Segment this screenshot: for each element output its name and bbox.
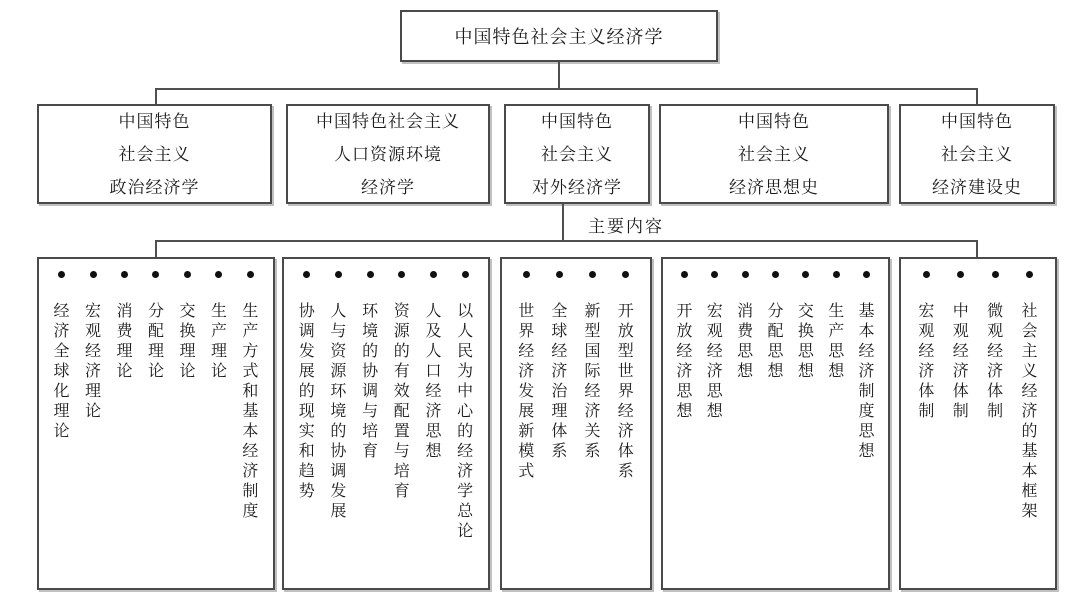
bullet-icon [772, 271, 779, 278]
bullet-icon [462, 271, 469, 278]
content-item: 生产思想 [827, 269, 845, 382]
bullet-icon [923, 271, 930, 278]
bullet-icon [589, 271, 596, 278]
content-item: 交换思想 [797, 269, 815, 382]
bullet-icon [556, 271, 563, 278]
branch-line: 对外经济学 [532, 177, 622, 197]
branch-line: 社会主义 [738, 144, 810, 164]
bullet-icon [622, 271, 629, 278]
bullet-icon [398, 271, 405, 278]
bullet-icon [152, 271, 159, 278]
content-item: 分配理论 [147, 269, 165, 382]
branch-line: 中国特色 [941, 111, 1013, 131]
root-box [400, 10, 718, 62]
branch-line: 中国特色 [118, 111, 191, 131]
content-item: 新型国际经济关系 [584, 269, 602, 462]
content-item: 生产理论 [210, 269, 228, 382]
branch-line: 经济思想史 [729, 177, 819, 197]
branch-line: 中国特色 [738, 111, 810, 131]
content-item: 宏观经济思想 [706, 269, 724, 422]
content-item: 开放型世界经济体系 [617, 269, 635, 482]
content-item: 微观经济体制 [986, 269, 1004, 422]
branch-line: 社会主义 [541, 144, 613, 164]
content-item: 基本经济制度思想 [858, 269, 876, 462]
branch-box-population-resources-environment [286, 104, 490, 204]
branch-line: 人口资源环境 [334, 144, 442, 164]
content-item: 消费理论 [116, 269, 134, 382]
bullet-icon [802, 271, 809, 278]
connector-line [976, 240, 978, 258]
bullet-icon [992, 271, 999, 278]
content-item: 人与资源环境的协调发展 [329, 269, 347, 522]
connector-line [155, 88, 978, 90]
branch-box-economic-construction-history [899, 104, 1055, 204]
bullet-icon [303, 271, 310, 278]
content-box-foreign-economics [500, 257, 652, 590]
bullet-icon [215, 271, 222, 278]
content-item: 消费思想 [736, 269, 754, 382]
branch-line: 经济学 [361, 177, 415, 197]
connector-line [976, 88, 978, 104]
content-item: 世界经济发展新模式 [517, 269, 535, 482]
connector-line [562, 204, 564, 241]
content-item: 开放经济思想 [675, 269, 693, 422]
content-item: 社会主义经济的基本框架 [1021, 269, 1039, 522]
connector-line [155, 240, 157, 258]
connector-label: 主要内容 [588, 217, 664, 236]
branch-line: 经济建设史 [932, 177, 1022, 197]
content-item: 人及人口经济思想 [425, 269, 443, 462]
content-item: 环境的协调与培育 [361, 269, 379, 462]
bullet-icon [1026, 271, 1033, 278]
bullet-icon [121, 271, 128, 278]
branch-line: 中国特色 [541, 111, 613, 131]
content-box-economic-construction-history [899, 257, 1057, 590]
branch-line: 中国特色社会主义 [316, 111, 460, 131]
branch-box-foreign-economics [504, 104, 650, 204]
connector-line [155, 88, 157, 104]
root-title: 中国特色社会主义经济学 [454, 27, 664, 47]
content-box-economic-thought-history [661, 257, 890, 590]
bullet-icon [430, 271, 437, 278]
bullet-icon [742, 271, 749, 278]
connector-line [558, 62, 560, 89]
bullet-icon [90, 271, 97, 278]
bullet-icon [863, 271, 870, 278]
content-box-population-resources-environment [282, 257, 490, 590]
content-item: 交换理论 [179, 269, 197, 382]
content-item: 宏观经济理论 [84, 269, 102, 422]
bullet-icon [184, 271, 191, 278]
branch-line: 社会主义 [941, 144, 1013, 164]
content-item: 中观经济体制 [952, 269, 970, 422]
content-item: 生产方式和基本经济制度 [241, 269, 259, 522]
bullet-icon [833, 271, 840, 278]
bullet-icon [335, 271, 342, 278]
content-item: 协调发展的现实和趋势 [298, 269, 316, 502]
content-item: 全球经济治理体系 [550, 269, 568, 462]
bullet-icon [711, 271, 718, 278]
bullet-icon [367, 271, 374, 278]
branch-line: 社会主义 [118, 144, 191, 164]
bullet-icon [58, 271, 65, 278]
content-item: 以人民为中心的经济学总论 [456, 269, 474, 542]
bullet-icon [957, 271, 964, 278]
bullet-icon [523, 271, 530, 278]
content-item: 宏观经济体制 [917, 269, 935, 422]
content-box-political-economics [37, 257, 275, 590]
content-item: 分配思想 [767, 269, 785, 382]
content-item: 资源的有效配置与培育 [393, 269, 411, 502]
content-item: 经济全球化理论 [53, 269, 71, 442]
bullet-icon [247, 271, 254, 278]
branch-box-political-economics [37, 104, 272, 204]
branch-line: 政治经济学 [109, 177, 200, 197]
bullet-icon [681, 271, 688, 278]
connector-line [155, 240, 978, 242]
branch-box-economic-thought-history [659, 104, 889, 204]
